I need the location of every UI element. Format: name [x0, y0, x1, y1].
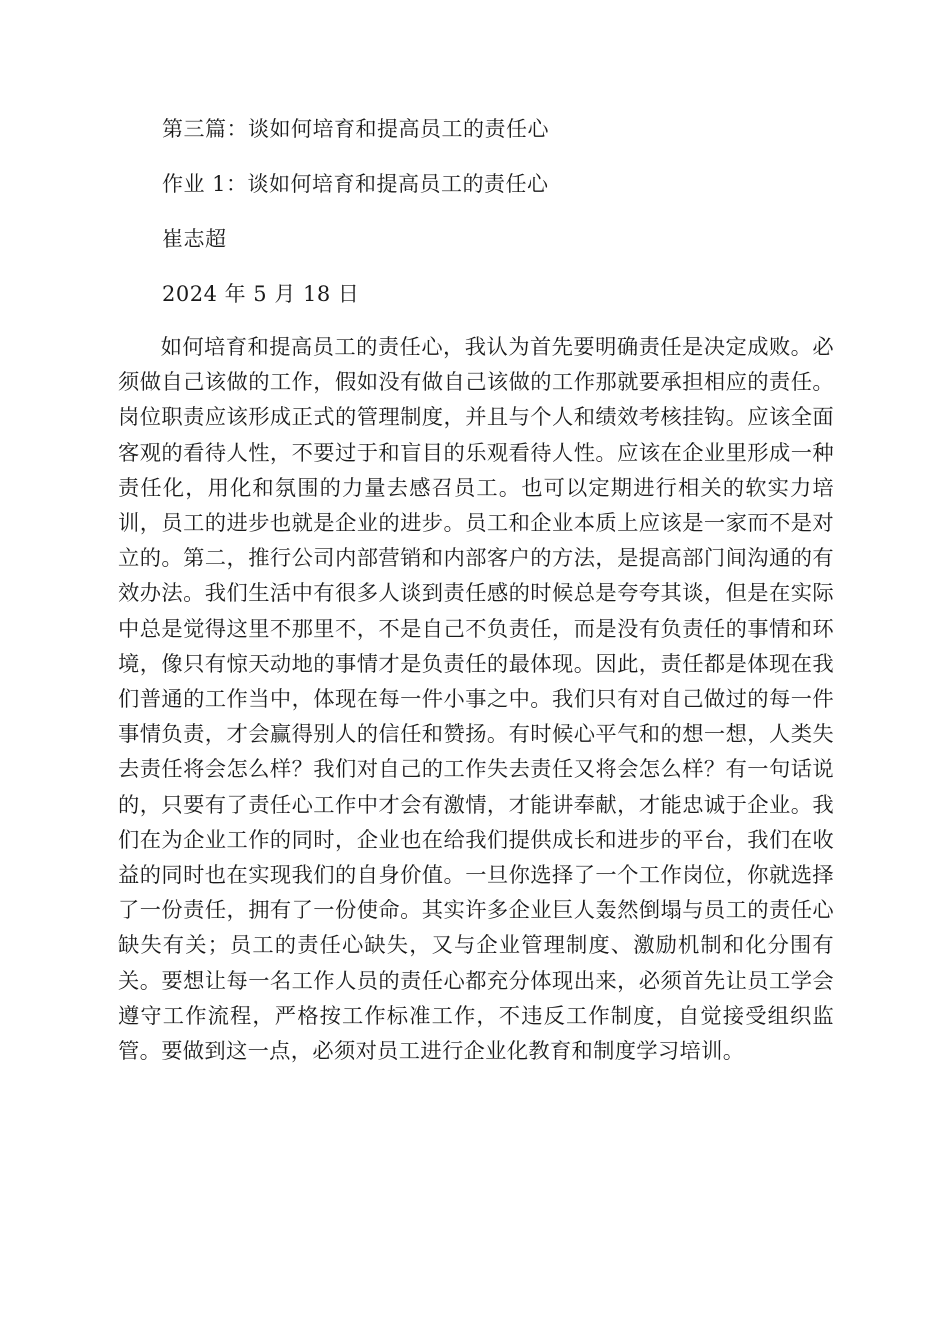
assignment-title: 作业 1：谈如何培育和提高员工的责任心: [162, 172, 549, 196]
body-paragraph: 如何培育和提高员工的责任心，我认为首先要明确责任是决定成败。必须做自己该做的工作，假如没有做自己该做的工作那就要承担相应的责任。岗位职责应该形成正式的管理制度，并且与个人和绩效考核挂钩。应该全面客观的看待人性，不要过于和盲目的乐观看待人性。应该在企业里形成一种责任化，用化和氛围的力量去感召员工。也可以定期进行相关的软实力培训，员工的进步也就是企业的进步。员工和企业本质上应该是一家而不是对立的。第二，推行公司内部营销和内部客户的方法，是提高部门间沟通的有效办法。我们生活中有很多人谈到责任感的时候总是夸夸其谈，但是在实际中总是觉得这里不那里不，不是自己不负责任，而是没有负责任的事情和环境，像只有惊天动地的事情才是负责任的最体现。因此，责任都是体现在我们普通的工作当中，体现在每一件小事之中。我们只有对自己做过的每一件事情负责，才会赢得别人的信任和赞扬。有时候心平气和的想一想，人类失去责任将会怎么样？我们对自己的工作失去责任又将会怎么样？有一句话说的，只要有了责任心工作中才会有激情，才能讲奉献，才能忠诚于企业。我们在为企业工作的同时，企业也在给我们提供成长和进步的平台，我们在收益的同时也在实现我们的自身价值。一旦你选择了一个工作岗位，你就选择了一份责任，拥有了一份使命。其实许多企业巨人轰然倒塌与员工的责任心缺失有关；员工的责任心缺失，又与企业管理制度、激励机制和化分围有关。要想让每一名工作人员的责任心都充分体现出来，必须首先让员工学会遵守工作流程，严格按工作标准工作，不违反工作制度，自觉接受组织监管。要做到这一点，必须对员工进行企业化教育和制度学习培训。: [118, 335, 834, 1065]
document-date: 2024 年 5 月 18 日: [162, 282, 360, 306]
document-title: 第三篇：谈如何培育和提高员工的责任心: [162, 117, 549, 141]
author-name: 崔志超: [162, 227, 227, 251]
